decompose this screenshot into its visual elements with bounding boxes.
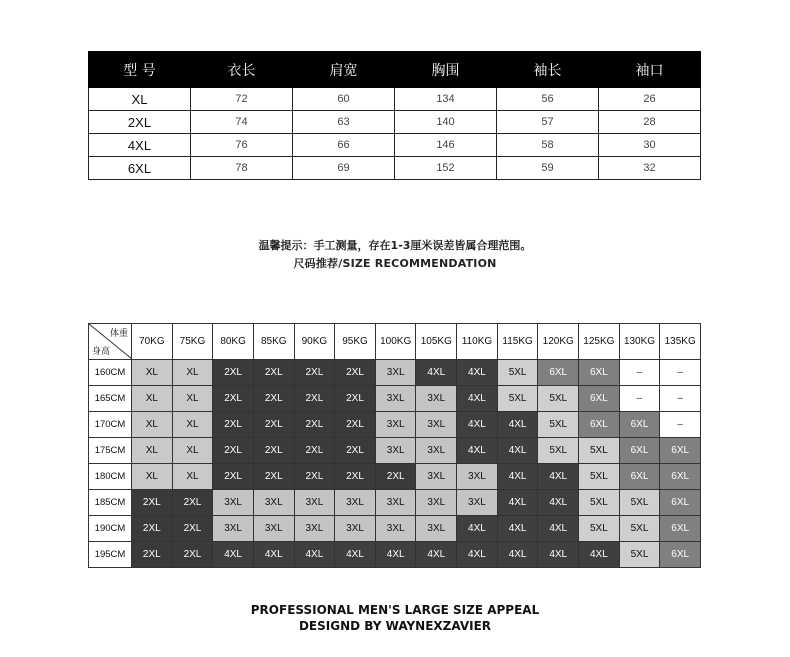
recommended-size-cell: XL xyxy=(172,386,213,412)
recommended-size-cell: XL xyxy=(172,360,213,386)
recommended-size-cell: 2XL xyxy=(172,542,213,568)
measurement-cell: 63 xyxy=(293,111,395,134)
table-row xyxy=(89,516,701,542)
size-table-header-cell: 袖口 xyxy=(599,52,701,88)
size-table-header-cell: 衣长 xyxy=(191,52,293,88)
measurement-cell: 32 xyxy=(599,157,701,180)
measurement-cell: 66 xyxy=(293,134,395,157)
recommended-size-cell: 3XL xyxy=(416,490,457,516)
measurement-cell: 69 xyxy=(293,157,395,180)
weight-header-cell: 120KG xyxy=(538,324,579,360)
size-label-cell: 4XL xyxy=(89,134,191,157)
recommended-size-cell: 6XL xyxy=(579,386,620,412)
recommended-size-cell: 6XL xyxy=(619,464,660,490)
recommended-size-cell: 2XL xyxy=(213,438,254,464)
recommended-size-cell: – xyxy=(619,386,660,412)
size-table-header xyxy=(89,52,701,88)
height-label-cell: 195CM xyxy=(89,542,132,568)
recommended-size-cell: XL xyxy=(132,464,173,490)
weight-header-cell: 70KG xyxy=(132,324,173,360)
measurement-cell: 134 xyxy=(395,88,497,111)
size-table-header-cell: 胸围 xyxy=(395,52,497,88)
recommended-size-cell: 4XL xyxy=(497,490,538,516)
recommended-size-cell: 2XL xyxy=(132,516,173,542)
weight-header-cell: 90KG xyxy=(294,324,335,360)
recommended-size-cell: 2XL xyxy=(335,360,376,386)
recommended-size-cell: 4XL xyxy=(457,516,498,542)
recommended-size-cell: 6XL xyxy=(660,464,701,490)
recommended-size-cell: 2XL xyxy=(213,412,254,438)
recommendation-title: 尺码推荐/SIZE RECOMMENDATION xyxy=(293,257,497,270)
recommended-size-cell: 2XL xyxy=(213,386,254,412)
recommended-size-cell: 5XL xyxy=(579,516,620,542)
recommended-size-cell: 6XL xyxy=(579,412,620,438)
recommended-size-cell: 3XL xyxy=(375,490,416,516)
recommended-size-cell: 4XL xyxy=(579,542,620,568)
size-table-header-cell: 肩宽 xyxy=(293,52,395,88)
table-row xyxy=(89,111,701,134)
recommended-size-cell: XL xyxy=(132,386,173,412)
recommended-size-cell: 4XL xyxy=(416,360,457,386)
recommended-size-cell: 2XL xyxy=(375,464,416,490)
recommended-size-cell: 2XL xyxy=(253,412,294,438)
recommended-size-cell: XL xyxy=(172,438,213,464)
height-label-cell: 190CM xyxy=(89,516,132,542)
recommended-size-cell: 3XL xyxy=(416,412,457,438)
recommended-size-cell: 3XL xyxy=(375,412,416,438)
recommended-size-cell: 2XL xyxy=(132,542,173,568)
recommended-size-cell: 6XL xyxy=(660,516,701,542)
recommended-size-cell: XL xyxy=(132,360,173,386)
recommended-size-cell: 5XL xyxy=(619,516,660,542)
recommended-size-cell: 5XL xyxy=(579,464,620,490)
height-label-cell: 185CM xyxy=(89,490,132,516)
recommended-size-cell: 4XL xyxy=(538,464,579,490)
recommended-size-cell: 6XL xyxy=(660,438,701,464)
corner-height-label: 身高 xyxy=(92,347,111,357)
recommended-size-cell: 4XL xyxy=(538,516,579,542)
recommended-size-cell: – xyxy=(660,412,701,438)
recommended-size-cell: 2XL xyxy=(294,438,335,464)
measurement-cell: 60 xyxy=(293,88,395,111)
recommended-size-cell: 2XL xyxy=(294,464,335,490)
measurement-cell: 140 xyxy=(395,111,497,134)
measurement-cell: 30 xyxy=(599,134,701,157)
recommended-size-cell: 3XL xyxy=(213,490,254,516)
recommended-size-cell: 2XL xyxy=(253,386,294,412)
recommended-size-cell: 4XL xyxy=(213,542,254,568)
recommended-size-cell: 6XL xyxy=(660,542,701,568)
recommended-size-cell: 3XL xyxy=(457,464,498,490)
recommended-size-cell: – xyxy=(660,386,701,412)
recommended-size-cell: 5XL xyxy=(579,438,620,464)
recommended-size-cell: 5XL xyxy=(497,386,538,412)
measurement-cell: 56 xyxy=(497,88,599,111)
recommended-size-cell: 2XL xyxy=(335,438,376,464)
recommended-size-cell: 2XL xyxy=(253,438,294,464)
weight-header-cell: 135KG xyxy=(660,324,701,360)
table-row xyxy=(89,464,701,490)
weight-header-cell: 100KG xyxy=(375,324,416,360)
recommended-size-cell: 3XL xyxy=(416,516,457,542)
recommended-size-cell: 2XL xyxy=(253,360,294,386)
recommended-size-cell: 5XL xyxy=(579,490,620,516)
recommended-size-cell: 5XL xyxy=(619,542,660,568)
table-corner xyxy=(89,324,132,360)
recommended-size-cell: 4XL xyxy=(416,542,457,568)
recommended-size-cell: 4XL xyxy=(294,542,335,568)
recommended-size-cell: 2XL xyxy=(253,464,294,490)
recommended-size-cell: 4XL xyxy=(497,464,538,490)
corner-weight-label: 体重 xyxy=(109,329,128,339)
recommended-size-cell: 4XL xyxy=(457,360,498,386)
recommended-size-cell: 3XL xyxy=(375,360,416,386)
recommended-size-cell: 4XL xyxy=(335,542,376,568)
recommended-size-cell: 3XL xyxy=(457,490,498,516)
footer-tagline: PROFESSIONAL MEN'S LARGE SIZE APPEAL xyxy=(250,603,540,617)
recommended-size-cell: 3XL xyxy=(253,516,294,542)
measurement-cell: 74 xyxy=(191,111,293,134)
measurement-cell: 72 xyxy=(191,88,293,111)
size-label-cell: XL xyxy=(89,88,191,111)
weight-header-cell: 110KG xyxy=(457,324,498,360)
recommended-size-cell: – xyxy=(660,360,701,386)
recommended-size-cell: 2XL xyxy=(294,412,335,438)
recommended-size-cell: 2XL xyxy=(335,464,376,490)
height-label-cell: 180CM xyxy=(89,464,132,490)
weight-header-cell: 125KG xyxy=(579,324,620,360)
measurement-tip: 温馨提示：手工测量，存在1-3厘米误差皆属合理范围。 xyxy=(258,239,532,252)
recommended-size-cell: 5XL xyxy=(538,438,579,464)
recommended-size-cell: 3XL xyxy=(294,516,335,542)
footer-designer: DESIGND BY WAYNEXZAVIER xyxy=(298,619,492,633)
recommended-size-cell: 6XL xyxy=(660,490,701,516)
recommended-size-cell: 2XL xyxy=(335,412,376,438)
recommended-size-cell: 6XL xyxy=(619,438,660,464)
recommended-size-cell: 6XL xyxy=(538,360,579,386)
recommended-size-cell: 3XL xyxy=(335,490,376,516)
recommended-size-cell: 3XL xyxy=(375,516,416,542)
recommended-size-cell: XL xyxy=(172,412,213,438)
measurement-cell: 76 xyxy=(191,134,293,157)
measurement-cell: 78 xyxy=(191,157,293,180)
table-row xyxy=(89,542,701,568)
recommended-size-cell: – xyxy=(619,360,660,386)
weight-header-cell: 85KG xyxy=(253,324,294,360)
recommended-size-cell: 3XL xyxy=(375,386,416,412)
recommended-size-cell: 5XL xyxy=(538,386,579,412)
recommended-size-cell: 4XL xyxy=(375,542,416,568)
recommended-size-cell: 4XL xyxy=(457,542,498,568)
recommended-size-cell: 4XL xyxy=(538,542,579,568)
recommended-size-cell: 2XL xyxy=(172,490,213,516)
recommended-size-cell: XL xyxy=(132,412,173,438)
recommended-size-cell: XL xyxy=(172,464,213,490)
recommended-size-cell: 4XL xyxy=(497,542,538,568)
weight-header-cell: 115KG xyxy=(497,324,538,360)
weight-header-row xyxy=(89,324,701,360)
size-table xyxy=(88,51,701,180)
recommended-size-cell: 5XL xyxy=(538,412,579,438)
height-label-cell: 175CM xyxy=(89,438,132,464)
recommended-size-cell: 2XL xyxy=(294,386,335,412)
table-row xyxy=(89,88,701,111)
weight-header-cell: 80KG xyxy=(213,324,254,360)
height-label-cell: 160CM xyxy=(89,360,132,386)
recommended-size-cell: 3XL xyxy=(335,516,376,542)
recommended-size-cell: 4XL xyxy=(497,516,538,542)
recommended-size-cell: 3XL xyxy=(294,490,335,516)
recommended-size-cell: 3XL xyxy=(416,438,457,464)
measurement-cell: 152 xyxy=(395,157,497,180)
measurement-cell: 57 xyxy=(497,111,599,134)
table-row xyxy=(89,134,701,157)
recommended-size-cell: 4XL xyxy=(538,490,579,516)
recommended-size-cell: 5XL xyxy=(497,360,538,386)
table-row xyxy=(89,438,701,464)
measurement-cell: 58 xyxy=(497,134,599,157)
table-row xyxy=(89,490,701,516)
recommended-size-cell: 4XL xyxy=(457,412,498,438)
table-row xyxy=(89,412,701,438)
measurement-cell: 146 xyxy=(395,134,497,157)
recommended-size-cell: 3XL xyxy=(416,386,457,412)
measurement-cell: 59 xyxy=(497,157,599,180)
recommended-size-cell: 4XL xyxy=(253,542,294,568)
size-recommendation-table xyxy=(88,323,701,568)
table-row xyxy=(89,157,701,180)
weight-header-cell: 95KG xyxy=(335,324,376,360)
recommended-size-cell: 2XL xyxy=(132,490,173,516)
recommended-size-cell: 5XL xyxy=(619,490,660,516)
recommended-size-cell: 4XL xyxy=(457,438,498,464)
size-table-header-cell: 袖长 xyxy=(497,52,599,88)
recommended-size-cell: 3XL xyxy=(253,490,294,516)
recommended-size-cell: 3XL xyxy=(213,516,254,542)
size-label-cell: 2XL xyxy=(89,111,191,134)
measurement-cell: 28 xyxy=(599,111,701,134)
recommended-size-cell: 4XL xyxy=(497,438,538,464)
recommended-size-cell: 3XL xyxy=(375,438,416,464)
size-table-header-cell: 型 号 xyxy=(89,52,191,88)
recommended-size-cell: 3XL xyxy=(416,464,457,490)
table-row xyxy=(89,386,701,412)
recommended-size-cell: 6XL xyxy=(579,360,620,386)
recommended-size-cell: 2XL xyxy=(172,516,213,542)
weight-header-cell: 130KG xyxy=(619,324,660,360)
recommended-size-cell: XL xyxy=(132,438,173,464)
height-label-cell: 170CM xyxy=(89,412,132,438)
height-label-cell: 165CM xyxy=(89,386,132,412)
recommended-size-cell: 4XL xyxy=(497,412,538,438)
measurement-cell: 26 xyxy=(599,88,701,111)
size-label-cell: 6XL xyxy=(89,157,191,180)
weight-header-cell: 105KG xyxy=(416,324,457,360)
table-row xyxy=(89,360,701,386)
recommended-size-cell: 2XL xyxy=(294,360,335,386)
weight-header-cell: 75KG xyxy=(172,324,213,360)
recommended-size-cell: 6XL xyxy=(619,412,660,438)
recommended-size-cell: 2XL xyxy=(213,360,254,386)
recommended-size-cell: 4XL xyxy=(457,386,498,412)
recommended-size-cell: 2XL xyxy=(335,386,376,412)
recommended-size-cell: 2XL xyxy=(213,464,254,490)
